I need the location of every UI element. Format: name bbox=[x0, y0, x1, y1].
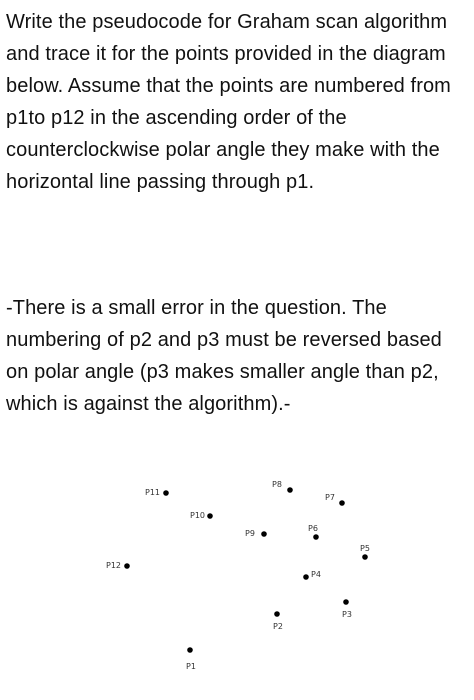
svg-text:P7: P7 bbox=[325, 493, 335, 502]
svg-text:P2: P2 bbox=[273, 622, 283, 631]
point-p8 bbox=[272, 480, 293, 493]
correction-note: -There is a small error in the question. The numbering of p2 and p3 must be reversed based on polar angle (p3 makes smaller angle than p2, which is against the algorithm).- bbox=[6, 297, 442, 415]
svg-text:P4: P4 bbox=[311, 570, 321, 579]
svg-text:P12: P12 bbox=[106, 561, 122, 570]
svg-text:P10: P10 bbox=[190, 511, 206, 520]
point-p7 bbox=[325, 493, 345, 506]
svg-text:P1: P1 bbox=[186, 662, 196, 671]
point-p5 bbox=[360, 544, 370, 560]
svg-text:P6: P6 bbox=[308, 524, 318, 533]
question-text: Write the pseudocode for Graham scan algorithm and trace it for the points provided in the diagram below. Assume that the points are numbered from p1to p12 in the ascending order of the counterclockwise polar angle they make with the horizontal line passing through p1. bbox=[6, 11, 451, 193]
svg-text:P9: P9 bbox=[245, 529, 255, 538]
point-p6 bbox=[308, 524, 319, 540]
point-p1 bbox=[186, 647, 196, 671]
svg-text:P8: P8 bbox=[272, 480, 282, 489]
points-diagram bbox=[0, 470, 474, 695]
point-p12 bbox=[106, 561, 130, 570]
point-p11 bbox=[145, 488, 169, 497]
point-p4 bbox=[303, 570, 321, 580]
svg-text:P5: P5 bbox=[360, 544, 370, 553]
point-p2 bbox=[273, 611, 283, 631]
point-p3 bbox=[342, 599, 352, 619]
svg-text:P11: P11 bbox=[145, 488, 161, 497]
point-p9 bbox=[245, 529, 267, 538]
svg-text:P3: P3 bbox=[342, 610, 352, 619]
point-p10 bbox=[190, 511, 213, 520]
